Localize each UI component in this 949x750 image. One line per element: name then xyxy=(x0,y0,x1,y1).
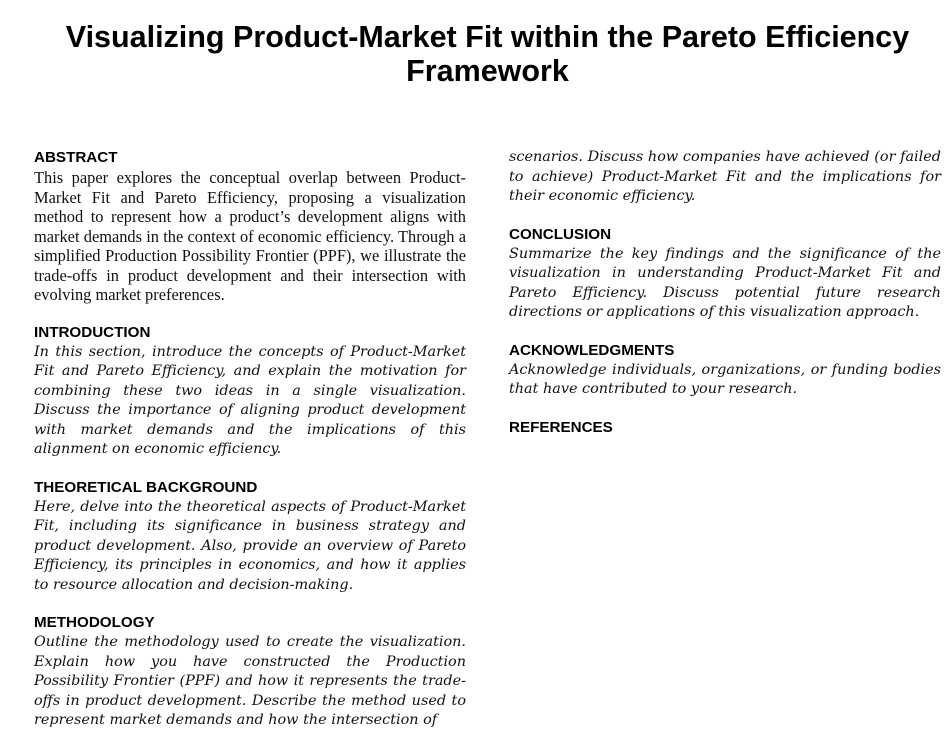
references-heading: REFERENCES xyxy=(509,418,613,436)
left-column xyxy=(34,148,466,749)
methodology-heading: METHODOLOGY xyxy=(34,614,155,631)
methodology-body: Outline the methodology used to create the visualization. Explain how you have constructed the Production Possibility Frontier (PPF) and how it represents the trade-offs in product development. Describe the method used to represent market demands and how the intersection of xyxy=(34,634,466,728)
theoretical-background-body: Here, delve into the theoretical aspects of Product-Market Fit, including its significance in business strategy and product development. Also, provide an overview of Pareto Efficiency, its principles in economics, and how it applies to resource allocation and decision-making. xyxy=(34,498,466,593)
section-conclusion xyxy=(509,225,941,323)
conclusion-heading: CONCLUSION xyxy=(509,225,612,243)
abstract-body: This paper explores the conceptual overlap between Product-Market Fit and Pareto Efficiency, proposing a visualization method to represent how a product’s development aligns with market demands in the context of economic efficiency. Through a simplified Production Possibility Frontier (PPF), we illustrate the trade-offs in product development and their intersection with evolving market preferences. xyxy=(34,168,466,304)
section-methodology xyxy=(34,613,466,731)
section-acknowledgments xyxy=(509,341,941,400)
acknowledgments-body: Acknowledge individuals, organizations, or funding bodies that have contributed to your research. xyxy=(509,361,941,397)
paper-title: Visualizing Product-Market Fit within the Pareto Efficiency Framework xyxy=(65,20,910,88)
section-methodology-continued xyxy=(509,148,941,207)
section-theoretical-background xyxy=(34,478,466,596)
right-column xyxy=(509,148,941,456)
section-references xyxy=(509,418,941,438)
acknowledgments-heading: ACKNOWLEDGMENTS xyxy=(509,341,675,359)
section-introduction xyxy=(34,323,466,460)
introduction-heading: INTRODUCTION xyxy=(34,323,151,341)
abstract-heading: ABSTRACT xyxy=(34,149,118,166)
methodology-continued-body: scenarios. Discuss how companies have achieved (or failed to achieve) Product-Market Fit and the implications for their economic efficiency. xyxy=(509,149,941,204)
introduction-body: In this section, introduce the concepts of Product-Market Fit and Pareto Efficiency, and explain the motivation for combining these two ideas in a single visualization. Discuss the importance of aligning product development with market demands and the implications of this alignment on economic efficiency. xyxy=(34,343,466,457)
section-abstract xyxy=(34,148,466,305)
theoretical-background-heading: THEORETICAL BACKGROUND xyxy=(34,478,258,496)
conclusion-body: Summarize the key findings and the significance of the visualization in understanding Product-Market Fit and Pareto Efficiency. Discuss potential future research directions or applications of this visualization approach. xyxy=(509,245,941,320)
